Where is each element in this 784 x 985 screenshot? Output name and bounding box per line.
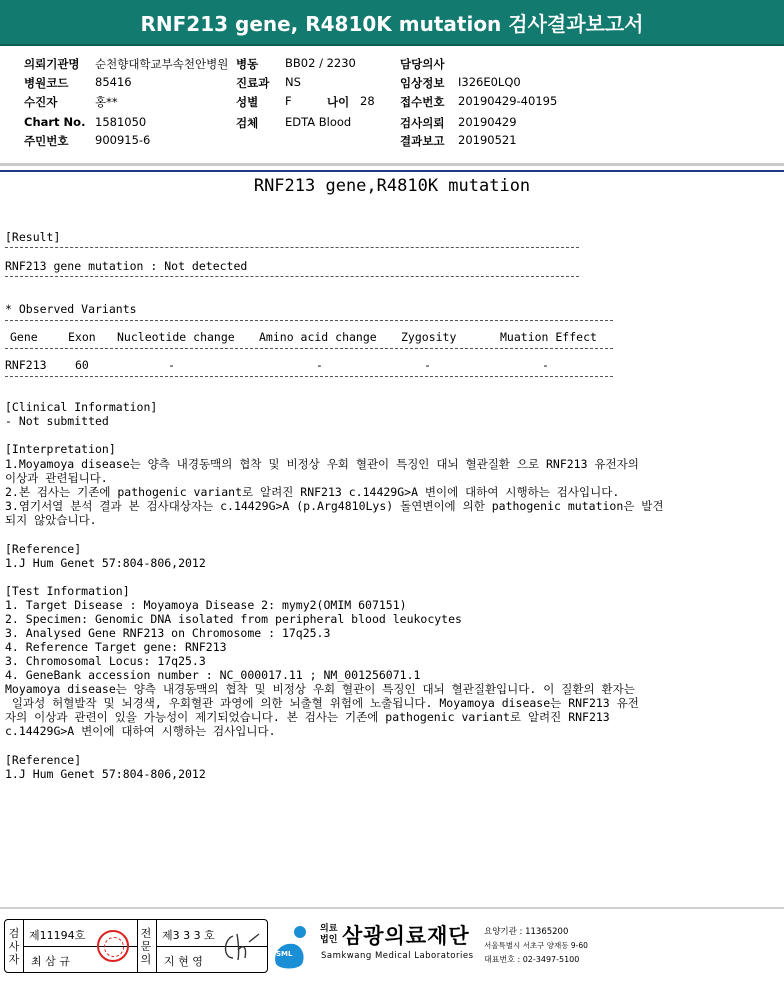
clinical-header: [Clinical Information] — [5, 400, 158, 414]
sex-label: 성별 — [236, 95, 259, 109]
sex-value: F — [285, 94, 292, 108]
result-header: [Result] — [5, 230, 61, 244]
reference-line: 1.J Hum Genet 57:804-806,2012 — [5, 767, 206, 781]
chart-number-value: 1581050 — [95, 115, 147, 129]
dashed-rule — [5, 320, 613, 321]
table-cell: - — [542, 358, 549, 372]
patient-info-block — [0, 50, 784, 162]
table-cell: - — [316, 358, 323, 372]
signature-mark — [219, 928, 263, 966]
column-header: Zygosity — [401, 330, 457, 344]
institution-label: 의뢰기관명 — [24, 57, 80, 71]
dashed-rule — [5, 348, 613, 349]
logo-small-text: SML — [276, 950, 293, 958]
specimen-label: 검체 — [236, 116, 259, 130]
info-row — [0, 94, 784, 112]
specimen-value: EDTA Blood — [285, 115, 352, 129]
examiner-vertical-label: 검 사 자 — [8, 927, 20, 966]
interpretation-line: 1.Moyamoya disease는 양측 내경동맥의 협착 및 비정상 우회 혈관이 특징인 대뇌 혈관질환 으로 RNF213 유전자의 — [5, 457, 639, 471]
interpretation-line: 3.염기서열 분석 결과 본 검사대상자는 c.14429G>A (p.Arg4810Lys) 돌연변이에 의한 pathogenic mutation은 발견 — [5, 499, 664, 513]
reference-header: [Reference] — [5, 542, 82, 556]
examiner-number: 제11194호 — [29, 929, 86, 942]
info-row — [0, 115, 784, 133]
test-info-line: 1. Target Disease : Moyamoya Disease 2: mymy2(OMIM 607151) — [5, 598, 407, 612]
age-label: 나이 — [327, 95, 350, 109]
info-row — [0, 56, 784, 74]
department-label: 진료과 — [236, 76, 270, 90]
dashed-rule — [5, 376, 613, 377]
test-info-line: 4. Reference Target gene: RNF213 — [5, 640, 227, 654]
divider — [0, 170, 784, 172]
department-value: NS — [285, 75, 301, 89]
specialist-name: 지 현 영 — [164, 955, 203, 968]
column-header: Gene — [10, 330, 38, 344]
info-row — [0, 133, 784, 151]
examinee-value: 홍** — [95, 95, 118, 109]
examiner-name: 최 삼 규 — [31, 955, 70, 968]
specialist-vertical-label: 전 문 의 — [140, 927, 152, 966]
interpretation-line: 이상과 관련됩니다. — [5, 471, 108, 485]
test-info-line: c.14429G>A 변이에 대하여 시행하는 검사입니다. — [5, 724, 276, 738]
test-info-line: 3. Chromosomal Locus: 17q25.3 — [5, 654, 206, 668]
cell-divider — [137, 920, 138, 972]
report-date-label: 결과보고 — [400, 134, 445, 148]
examinee-label: 수진자 — [24, 95, 58, 109]
hospital-code-label: 병원코드 — [24, 76, 69, 90]
specialist-number: 제3 3 3 호 — [162, 929, 215, 942]
clinical-info-label: 임상정보 — [400, 76, 445, 90]
reference-header: [Reference] — [5, 753, 82, 767]
test-info-line: 2. Specimen: Genomic DNA isolated from peripheral blood leukocytes — [5, 612, 462, 626]
clinical-info-value: I326E0LQ0 — [458, 75, 521, 89]
signature-box — [4, 919, 268, 973]
brand-name: 삼광의료재단 — [342, 924, 470, 948]
brand-address: 서울특별시 서초구 양재동 9-60 — [484, 941, 588, 950]
hospital-code-value: 85416 — [95, 75, 132, 89]
institution-value: 순천향대학교부속천안병원 — [95, 57, 229, 71]
test-info-header: [Test Information] — [5, 584, 130, 598]
ward-label: 병동 — [236, 57, 259, 71]
footer-divider — [0, 907, 784, 909]
interpretation-line: 2.본 검사는 기존에 pathogenic variant로 알려진 RNF213 c.14429G>A 변이에 대하여 시행하는 검사입니다. — [5, 485, 620, 499]
receipt-number-label: 접수번호 — [400, 95, 445, 109]
reference-line: 1.J Hum Genet 57:804-806,2012 — [5, 556, 206, 570]
report-title: RNF213 gene, R4810K mutation 검사결과보고서 — [140, 11, 644, 36]
table-cell: - — [424, 358, 431, 372]
divider — [0, 163, 784, 166]
dashed-rule — [5, 276, 579, 277]
test-info-line: 4. GeneBank accession number : NC_000017.11 ; NM_001256071.1 — [5, 668, 421, 682]
variants-header: * Observed Variants — [5, 302, 137, 316]
test-info-line: 3. Analysed Gene RNF213 on Chromosome : 17q25.3 — [5, 626, 331, 640]
table-cell: RNF213 — [5, 358, 47, 372]
age-value: 28 — [360, 94, 375, 108]
table-cell: - — [168, 358, 175, 372]
interpretation-header: [Interpretation] — [5, 442, 116, 456]
clinical-line: - Not submitted — [5, 414, 109, 428]
sml-logo-icon — [272, 924, 310, 970]
brand-code: 요양기관 : 11365200 — [484, 927, 569, 937]
test-info-line: 자의 이상과 관련이 있을 가능성이 제기되었습니다. 본 검사는 기존에 pathogenic variant로 알려진 RNF213 — [5, 710, 610, 724]
ward-value: BB02 / 2230 — [285, 56, 356, 70]
request-date-value: 20190429 — [458, 115, 517, 129]
stamp-seal — [97, 930, 129, 962]
chart-number-label: Chart No. — [24, 115, 86, 129]
column-header: Muation Effect — [500, 330, 597, 344]
rrn-label: 주민번호 — [24, 134, 69, 148]
result-line: RNF213 gene mutation : Not detected — [5, 259, 248, 273]
test-info-line: 일과성 허혈발작 및 뇌경색, 우회혈관 과영에 의한 뇌출혈 위험에 노출됩니다. Moyamoya disease는 RNF213 유전 — [5, 696, 639, 710]
column-header: Amino acid change — [259, 330, 377, 344]
brand-prefix: 의료 법인 — [320, 924, 338, 945]
column-header: Nucleotide change — [117, 330, 235, 344]
doctor-label: 담당의사 — [400, 57, 445, 71]
info-row — [0, 75, 784, 93]
document-heading: RNF213 gene,R4810K mutation — [253, 176, 531, 196]
table-cell: 60 — [75, 358, 89, 372]
brand-english: Samkwang Medical Laboratories — [321, 951, 474, 961]
brand-phone: 대표번호 : 02-3497-5100 — [484, 955, 580, 964]
report-title-bar — [0, 0, 784, 46]
interpretation-line: 되지 않았습니다. — [5, 513, 97, 527]
rrn-value: 900915-6 — [95, 133, 151, 147]
column-header: Exon — [68, 330, 96, 344]
test-info-line: Moyamoya disease는 양측 내경동맥의 협착 및 비정상 우회 혈관이 특징인 대뇌 혈관질환입니다. 이 질환의 환자는 — [5, 682, 635, 696]
request-date-label: 검사의뢰 — [400, 116, 445, 130]
dashed-rule — [5, 247, 579, 248]
receipt-number-value: 20190429-40195 — [458, 94, 558, 108]
report-date-value: 20190521 — [458, 133, 517, 147]
